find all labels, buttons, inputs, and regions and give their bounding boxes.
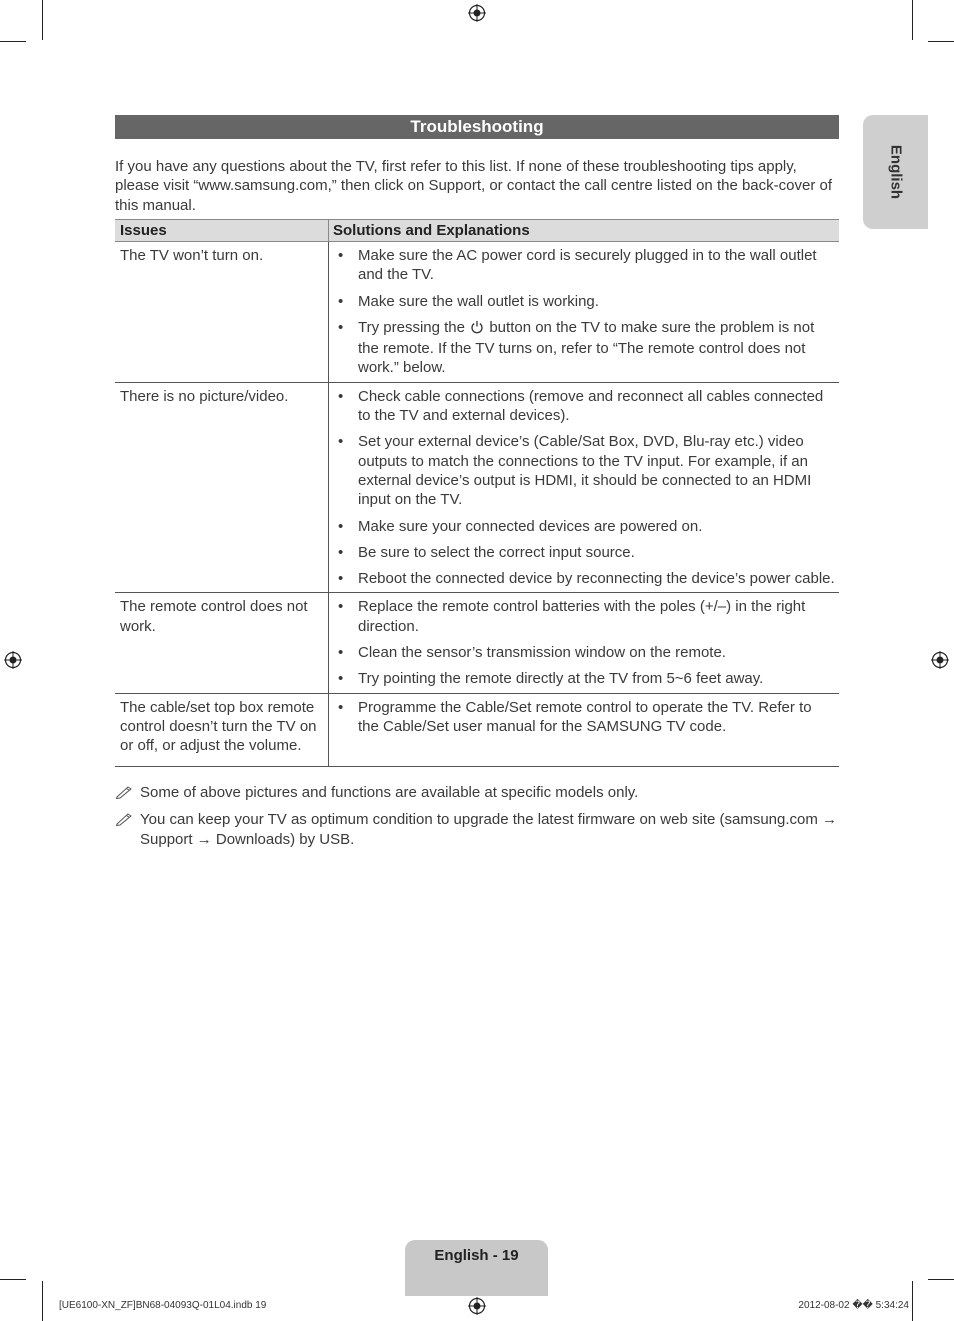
bullet: • bbox=[338, 543, 344, 561]
language-side-tab bbox=[863, 115, 928, 229]
solution-item bbox=[338, 643, 835, 662]
bullet: • bbox=[338, 570, 344, 588]
solution-item bbox=[338, 569, 835, 588]
solution-text: Be sure to select the correct input source. bbox=[358, 543, 635, 561]
power-icon bbox=[470, 320, 484, 339]
solutions-list bbox=[338, 597, 835, 688]
crop-mark bbox=[42, 0, 43, 40]
solution-item bbox=[338, 387, 835, 426]
crop-mark bbox=[928, 41, 954, 42]
table-header-row bbox=[115, 220, 839, 242]
page-number-label: English - 19 bbox=[434, 1247, 519, 1264]
solution-text: Reboot the connected device by reconnecting the device’s power cable. bbox=[358, 570, 835, 588]
solutions-cell bbox=[329, 693, 840, 766]
solution-text: Make sure your connected devices are powered on. bbox=[358, 517, 703, 535]
language-side-tab-label: English bbox=[887, 144, 904, 200]
registration-mark-icon bbox=[468, 4, 486, 22]
bullet: • bbox=[338, 670, 344, 688]
crop-mark bbox=[928, 1279, 954, 1280]
solution-item bbox=[338, 597, 835, 636]
bullet: • bbox=[338, 698, 344, 716]
crop-mark bbox=[0, 41, 26, 42]
solution-item bbox=[338, 669, 835, 688]
intro-paragraph: If you have any questions about the TV, first refer to this list. If none of these troubleshooting tips apply, please visit “www.samsung.com,” then click on Support, or contact the call centre listed on the back-cover of this manual. bbox=[115, 158, 832, 214]
solutions-list bbox=[338, 698, 835, 737]
solution-text: Make sure the AC power cord is securely plugged in to the wall outlet and the TV. bbox=[358, 247, 817, 284]
solution-item bbox=[338, 698, 835, 737]
table-row bbox=[115, 382, 839, 593]
crop-mark bbox=[42, 1281, 43, 1321]
solution-item bbox=[338, 246, 835, 285]
registration-mark-icon bbox=[931, 651, 949, 669]
troubleshooting-table bbox=[115, 219, 839, 767]
note-pencil-icon bbox=[115, 812, 133, 831]
bullet: • bbox=[338, 318, 344, 336]
solution-item bbox=[338, 292, 835, 311]
bullet: • bbox=[338, 517, 344, 535]
table-row bbox=[115, 593, 839, 693]
bullet: • bbox=[338, 292, 344, 310]
table-row bbox=[115, 242, 839, 383]
registration-mark-icon bbox=[468, 1297, 486, 1315]
solution-item bbox=[338, 432, 835, 509]
solution-text-after-icon: button on the TV to make sure the problem is not the remote. If the TV turns on, refer to “The remote control does not work.” below. bbox=[358, 318, 815, 377]
notes-section bbox=[115, 783, 841, 857]
bullet: • bbox=[338, 598, 344, 616]
bullet: • bbox=[338, 433, 344, 451]
crop-mark bbox=[912, 0, 913, 40]
solution-text-before-icon: Try pressing the bbox=[358, 318, 465, 336]
issue-cell: The cable/set top box remote control doesn’t turn the TV on or off, or adjust the volume. bbox=[115, 693, 329, 766]
section-title: Troubleshooting bbox=[115, 115, 839, 139]
table-row bbox=[115, 693, 839, 766]
solutions-cell bbox=[329, 382, 840, 593]
print-date-info: 2012-08-02 �� 5:34:24 bbox=[798, 1300, 909, 1311]
note-pencil-icon bbox=[115, 785, 133, 804]
bullet: • bbox=[338, 247, 344, 264]
solutions-column-header: Solutions and Explanations bbox=[329, 220, 840, 242]
solution-item bbox=[338, 318, 835, 378]
note-item bbox=[115, 810, 841, 849]
solution-text: Programme the Cable/Set remote control to operate the TV. Refer to the Cable/Set user manual for the SAMSUNG TV code. bbox=[358, 698, 812, 735]
solution-item bbox=[338, 543, 835, 562]
solution-text: Check cable connections (remove and reconnect all cables connected to the TV and external devices). bbox=[358, 387, 824, 425]
solution-text: Try pointing the remote directly at the TV from 5~6 feet away. bbox=[358, 670, 764, 688]
bullet: • bbox=[338, 387, 344, 405]
page-number-tab bbox=[405, 1240, 548, 1296]
print-file-info: [UE6100-XN_ZF]BN68-04093Q-01L04.indb 19 bbox=[59, 1300, 267, 1311]
note-text: Some of above pictures and functions are available at specific models only. bbox=[140, 784, 639, 801]
solution-text: Clean the sensor’s transmission window on the remote. bbox=[358, 644, 726, 662]
solutions-list bbox=[338, 246, 835, 378]
crop-mark bbox=[912, 1281, 913, 1321]
solution-text: Make sure the wall outlet is working. bbox=[358, 292, 599, 310]
issue-cell: The TV won’t turn on. bbox=[115, 242, 329, 383]
issue-cell: The remote control does not work. bbox=[115, 593, 329, 693]
crop-mark bbox=[0, 1279, 26, 1280]
registration-mark-icon bbox=[4, 651, 22, 669]
note-text: You can keep your TV as optimum condition to upgrade the latest firmware on web site (samsung.com → Support → Downloads) by USB. bbox=[140, 811, 838, 848]
note-item bbox=[115, 783, 841, 802]
issue-cell: There is no picture/video. bbox=[115, 382, 329, 593]
solutions-cell bbox=[329, 593, 840, 693]
bullet: • bbox=[338, 644, 344, 662]
solution-text: Set your external device’s (Cable/Sat Box, DVD, Blu-ray etc.) video outputs to match the connections to the TV input. For example, if an external device’s output is HDMI, it should be connected to an HDMI input on the TV. bbox=[358, 433, 812, 509]
solutions-list bbox=[338, 387, 835, 589]
solution-item bbox=[338, 517, 835, 536]
issues-column-header: Issues bbox=[115, 220, 329, 242]
solution-text: Replace the remote control batteries with the poles (+/–) in the right direction. bbox=[358, 598, 806, 635]
solutions-cell bbox=[329, 242, 840, 383]
